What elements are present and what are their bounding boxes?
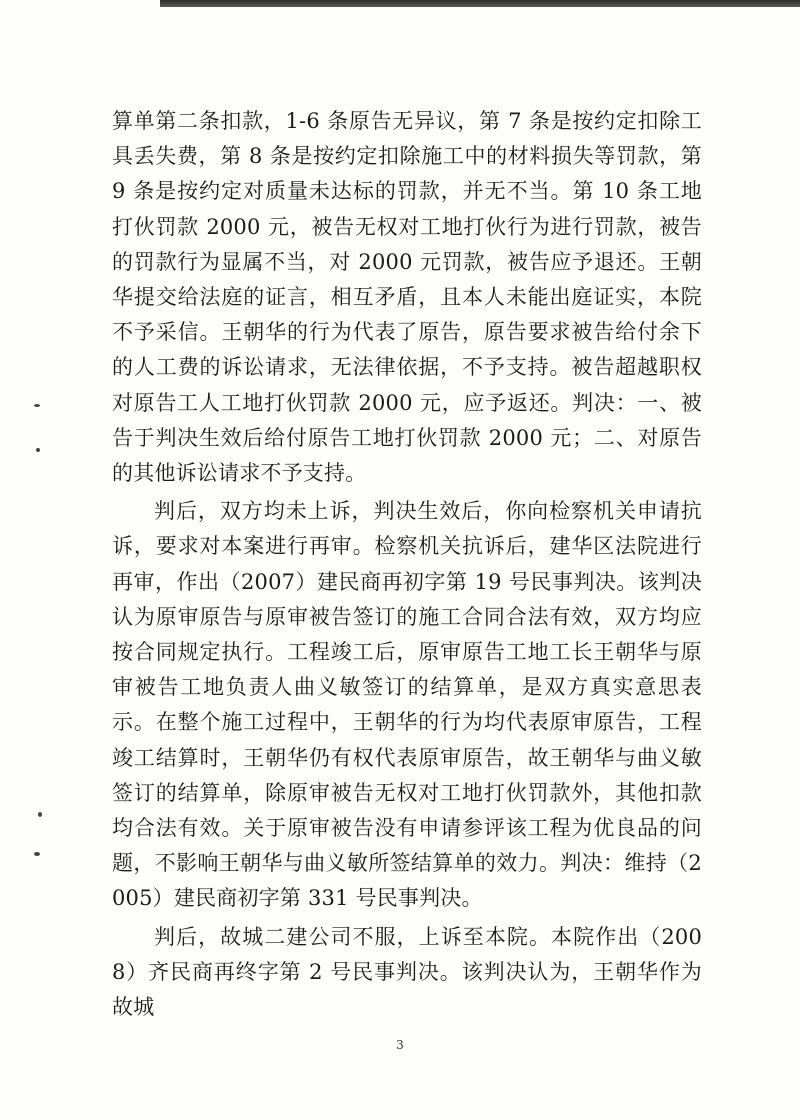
scan-speck (34, 404, 40, 407)
scan-speck (34, 852, 40, 856)
body-text (112, 104, 702, 1025)
paragraph-2: 判后，双方均未上诉，判决生效后，你向检察机关申请抗诉，要求对本案进行再审。检察机关抗诉后，建华区法院进行再审，作出（2007）建民商再初字第 19 号民事判决。该判决认为原审原告与原审被告签订的施工合同合法有效，双方均应按合同规定执行。工程竣工后，原审原告工地工长王朝华与原审被告工地负责人曲义敏签订的结算单，是双方真实意思表示。在整个施工过程中，王朝华的行为均代表原审原告，工程竣工结算时，王朝华仍有权代表原审原告，故王朝华与曲义敏签订的结算单，除原审被告无权对工地打伙罚款外，其他扣款均合法有效。关于原审被告没有申请参评该工程为优良品的问题，不影响王朝华与曲义敏所签结算单的效力。判决：维持（2005）建民商初字第 331 号民事判决。 (112, 499, 702, 911)
page-number: 3 (396, 1038, 404, 1052)
paragraph-1: 算单第二条扣款，1-6 条原告无异议，第 7 条是按约定扣除工具丢失费，第 8 条是按约定扣除施工中的材料损失等罚款，第 9 条是按约定对质量未达标的罚款，并无不当。第 10 条工地打伙罚款 2000 元，被告无权对工地打伙行为进行罚款，被告的罚款行为显属不当，对 2000 元罚款，被告应予退还。王朝华提交给法庭的证言，相互矛盾，且本人未能出庭证实，本院不予采信。王朝华的行为代表了原告，原告要求被告给付余下的人工费的诉讼请求，无法律依据，不予支持。被告超越职权对原告工人工地打伙罚款 2000 元，应予返还。判决：一、被告于判决生效后给付原告工地打伙罚款 2000 元；二、对原告的其他诉讼请求不予支持。 (112, 109, 702, 486)
scan-speck (36, 448, 40, 452)
scan-top-edge (160, 0, 800, 7)
scan-speck (38, 812, 42, 817)
paragraph-3: 判后，故城二建公司不服，上诉至本院。本院作出（2008）齐民商再终字第 2 号民事判决。该判决认为，王朝华作为故城 (112, 924, 702, 1020)
